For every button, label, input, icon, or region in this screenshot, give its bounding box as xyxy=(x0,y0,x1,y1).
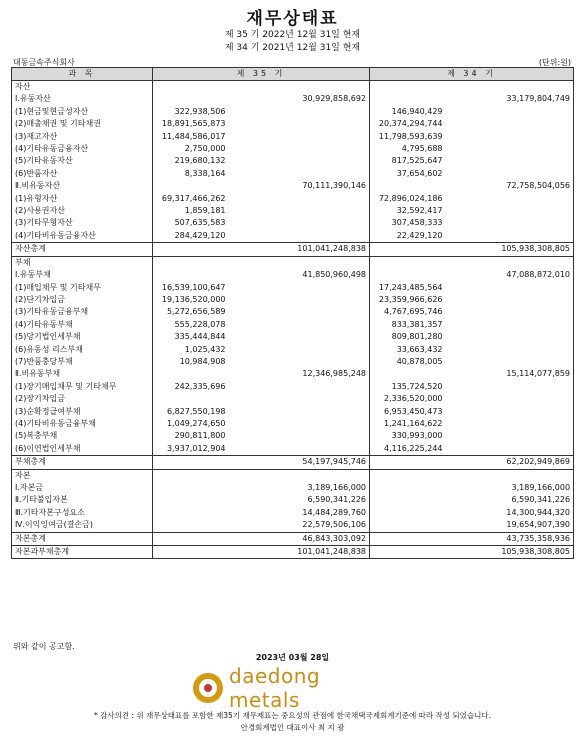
current-total-cell: 14,484,289,760 xyxy=(229,507,370,519)
prior-detail-cell: 37,654,602 xyxy=(396,168,443,178)
table-row xyxy=(12,155,574,167)
currency-unit: (단위:원) xyxy=(538,58,571,67)
table-row xyxy=(12,106,574,118)
prior-total-cell xyxy=(446,294,574,306)
table-row xyxy=(12,282,574,294)
prior-total-cell xyxy=(446,282,574,294)
logo-mark-icon xyxy=(193,673,223,703)
table-row xyxy=(12,344,574,356)
table-row xyxy=(12,81,574,94)
table-row xyxy=(12,93,574,105)
table-body xyxy=(12,81,574,559)
account-cell: Ⅱ.비유동부채 xyxy=(12,368,153,380)
header-current-period: 제 35 기 xyxy=(153,68,370,81)
current-detail-cell xyxy=(153,546,229,559)
table-row xyxy=(12,456,574,469)
prior-total-cell xyxy=(446,256,574,269)
table-row xyxy=(12,256,574,269)
auditor-signature: 안경회계법인 대표이사 최 지 광 xyxy=(240,723,345,732)
account-cell: 자산총계 xyxy=(12,243,153,256)
current-total-cell: 70,111,390,146 xyxy=(229,180,370,192)
prior-total-cell: 43,735,358,936 xyxy=(446,532,574,545)
current-detail-cell xyxy=(153,494,229,506)
prior-total-cell xyxy=(446,306,574,318)
account-cell: (5)당기법인세부채 xyxy=(12,331,153,343)
prior-detail-cell xyxy=(370,368,446,380)
table-row xyxy=(12,230,574,243)
prior-detail-cell xyxy=(370,494,446,506)
prior-detail-cell: 22,429,120 xyxy=(396,230,443,240)
current-detail-cell xyxy=(153,243,229,256)
prior-total-cell: 62,202,949,869 xyxy=(446,456,574,469)
prior-total-cell: 47,088,872,010 xyxy=(446,269,574,281)
current-detail-cell: 6,827,550,198 xyxy=(166,406,226,416)
prior-detail-cell xyxy=(370,456,446,469)
prior-total-cell xyxy=(446,106,574,118)
table-row xyxy=(12,319,574,331)
table-row xyxy=(12,430,574,442)
account-cell: Ⅰ.유동자산 xyxy=(12,93,153,105)
prior-total-cell xyxy=(446,81,574,94)
prior-total-cell xyxy=(446,443,574,456)
current-total-cell: 6,590,341,226 xyxy=(229,494,370,506)
prior-detail-cell: 330,993,000 xyxy=(391,431,443,441)
current-detail-cell xyxy=(153,469,229,482)
current-total-cell xyxy=(229,331,370,343)
current-detail-cell: 507,635,583 xyxy=(174,218,226,228)
current-detail-cell xyxy=(153,368,229,380)
current-detail-cell: 8,338,164 xyxy=(184,168,226,178)
current-detail-cell: 1,859,181 xyxy=(184,206,226,216)
current-total-cell xyxy=(229,406,370,418)
current-total-cell xyxy=(229,306,370,318)
current-detail-cell xyxy=(153,180,229,192)
prior-total-cell xyxy=(446,193,574,205)
prior-detail-cell: 146,940,429 xyxy=(391,106,443,116)
current-detail-cell: 5,272,656,589 xyxy=(166,307,226,317)
current-total-cell xyxy=(229,193,370,205)
table-row xyxy=(12,418,574,430)
current-detail-cell: 10,984,908 xyxy=(179,356,226,366)
account-cell: (2)매출채권 및 기타채권 xyxy=(12,118,153,130)
table-row xyxy=(12,507,574,519)
account-cell: (2)사용권자산 xyxy=(12,205,153,217)
prior-detail-cell: 4,767,695,746 xyxy=(383,307,443,317)
prior-detail-cell: 40,878,005 xyxy=(396,356,443,366)
header-prior-period: 제 34 기 xyxy=(370,68,574,81)
prior-detail-cell: 833,381,357 xyxy=(391,319,443,329)
current-detail-cell: 284,429,120 xyxy=(174,230,226,240)
current-total-cell xyxy=(229,469,370,482)
account-cell: 자산 xyxy=(12,81,153,94)
prior-detail-cell: 135,724,520 xyxy=(391,381,443,391)
prior-detail-cell: 32,592,417 xyxy=(396,206,443,216)
prior-total-cell xyxy=(446,319,574,331)
prior-detail-cell xyxy=(370,269,446,281)
table-row xyxy=(12,217,574,229)
current-detail-cell: 19,136,520,000 xyxy=(161,294,226,304)
account-cell: (3)기타유동금융부채 xyxy=(12,306,153,318)
prior-total-cell xyxy=(446,118,574,130)
current-detail-cell: 1,025,432 xyxy=(184,344,226,354)
prior-total-cell: 19,654,907,390 xyxy=(446,519,574,532)
current-total-cell xyxy=(229,230,370,243)
account-cell: Ⅰ.자본금 xyxy=(12,482,153,494)
prior-total-cell xyxy=(446,344,574,356)
prior-total-cell: 33,179,804,749 xyxy=(446,93,574,105)
current-total-cell xyxy=(229,143,370,155)
current-detail-cell xyxy=(153,507,229,519)
account-cell: (3)재고자산 xyxy=(12,131,153,143)
account-cell: 자본 xyxy=(12,469,153,482)
prior-detail-cell: 307,458,333 xyxy=(391,218,443,228)
account-cell: (6)이연법인세부채 xyxy=(12,443,153,456)
prior-detail-cell xyxy=(370,507,446,519)
current-detail-cell: 11,484,586,017 xyxy=(161,131,226,141)
current-total-cell xyxy=(229,282,370,294)
prior-total-cell xyxy=(446,406,574,418)
current-total-cell: 30,929,858,692 xyxy=(229,93,370,105)
account-cell: Ⅳ.이익잉여금(결손금) xyxy=(12,519,153,532)
audit-opinion: * 감사의견 : 위 재무상태표를 포함한 제35기 재무제표는 중요성의 관점에 한국채택국제회계기준에 따라 작성 되었습니다. xyxy=(94,711,491,720)
prior-detail-cell: 17,243,485,564 xyxy=(378,282,443,292)
current-total-cell: 3,189,166,000 xyxy=(229,482,370,494)
table-row xyxy=(12,356,574,368)
current-detail-cell: 1,049,274,650 xyxy=(166,418,226,428)
company-name: 대동금속주식회사 xyxy=(13,58,75,67)
table-header-row xyxy=(12,68,574,81)
prior-detail-cell: 11,798,593,639 xyxy=(378,131,443,141)
account-cell: (4)기타유동부채 xyxy=(12,319,153,331)
current-detail-cell xyxy=(153,519,229,532)
prior-total-cell xyxy=(446,430,574,442)
account-cell: (5)복충부채 xyxy=(12,430,153,442)
prior-detail-cell xyxy=(370,519,446,532)
prior-total-cell: 105,938,308,805 xyxy=(446,546,574,559)
document-title: 재무상태표 xyxy=(246,9,339,29)
account-cell: (6)반품자산 xyxy=(12,168,153,180)
current-detail-cell xyxy=(153,269,229,281)
current-detail-cell xyxy=(153,482,229,494)
account-cell: (6)유동성 리스부채 xyxy=(12,344,153,356)
current-total-cell xyxy=(229,393,370,405)
current-detail-cell: 69,317,466,262 xyxy=(161,193,226,203)
account-cell: (1)매입채무 및 기타채무 xyxy=(12,282,153,294)
account-cell: (4)기타비유동금융자산 xyxy=(12,230,153,243)
table-row xyxy=(12,532,574,545)
table-row xyxy=(12,368,574,380)
current-total-cell xyxy=(229,217,370,229)
table-row xyxy=(12,180,574,192)
account-cell: (5)기타유동자산 xyxy=(12,155,153,167)
prior-total-cell xyxy=(446,155,574,167)
current-total-cell xyxy=(229,418,370,430)
current-total-cell xyxy=(229,205,370,217)
current-total-cell: 41,850,960,498 xyxy=(229,269,370,281)
table-row xyxy=(12,519,574,532)
prior-detail-cell xyxy=(370,81,446,94)
prior-total-cell xyxy=(446,418,574,430)
table-row xyxy=(12,269,574,281)
account-cell: (1)장기매입채무 및 기타채무 xyxy=(12,381,153,393)
prior-detail-cell: 23,359,966,626 xyxy=(378,294,443,304)
table-row xyxy=(12,331,574,343)
prior-detail-cell xyxy=(370,469,446,482)
current-total-cell xyxy=(229,294,370,306)
period-current: 제 35 기 2022년 12월 31일 현재 xyxy=(224,30,361,40)
current-detail-cell: 18,891,565,873 xyxy=(161,119,226,129)
prior-total-cell: 105,938,308,805 xyxy=(446,243,574,256)
account-cell: (1)현금및현금성자산 xyxy=(12,106,153,118)
account-cell: 부채총계 xyxy=(12,456,153,469)
table-row xyxy=(12,143,574,155)
prior-total-cell: 6,590,341,226 xyxy=(446,494,574,506)
prior-detail-cell: 2,336,520,000 xyxy=(383,394,443,404)
prior-detail-cell xyxy=(370,180,446,192)
prior-total-cell xyxy=(446,217,574,229)
current-detail-cell: 322,938,506 xyxy=(174,106,226,116)
account-cell: Ⅱ.기타불입자본 xyxy=(12,494,153,506)
account-cell: Ⅱ.비유동자산 xyxy=(12,180,153,192)
current-detail-cell xyxy=(153,456,229,469)
current-detail-cell: 3,937,012,904 xyxy=(166,443,226,453)
prior-total-cell xyxy=(446,393,574,405)
logo-text: daedong metals xyxy=(229,664,321,712)
header-account: 과 목 xyxy=(12,68,153,81)
current-total-cell: 12,346,985,248 xyxy=(229,368,370,380)
current-total-cell xyxy=(229,443,370,456)
current-detail-cell: 290,811,800 xyxy=(174,431,226,441)
period-prior: 제 34 기 2021년 12월 31일 현재 xyxy=(224,43,361,53)
current-detail-cell xyxy=(153,93,229,105)
account-cell: (2)단기차입금 xyxy=(12,294,153,306)
table-row xyxy=(12,205,574,217)
announcement-date: 2023년 03월 28일 xyxy=(255,653,330,662)
current-detail-cell xyxy=(153,256,229,269)
table-row xyxy=(12,168,574,180)
current-total-cell xyxy=(229,155,370,167)
account-cell: Ⅲ.기타자본구성요소 xyxy=(12,507,153,519)
balance-sheet-table xyxy=(11,67,574,559)
account-cell: (2)장기차입금 xyxy=(12,393,153,405)
prior-total-cell xyxy=(446,469,574,482)
table-row xyxy=(12,193,574,205)
account-cell: 자본총계 xyxy=(12,532,153,545)
prior-total-cell: 3,189,166,000 xyxy=(446,482,574,494)
prior-total-cell xyxy=(446,356,574,368)
current-detail-cell: 242,335,696 xyxy=(174,381,226,391)
current-total-cell xyxy=(229,81,370,94)
account-cell: (4)기타유동금융자산 xyxy=(12,143,153,155)
table-row xyxy=(12,482,574,494)
prior-total-cell: 14,300,944,320 xyxy=(446,507,574,519)
current-total-cell xyxy=(229,430,370,442)
current-total-cell: 22,579,506,106 xyxy=(229,519,370,532)
prior-detail-cell: 33,663,432 xyxy=(396,344,443,354)
table-row xyxy=(12,131,574,143)
prior-total-cell xyxy=(446,131,574,143)
account-cell: (3)기타무형자산 xyxy=(12,217,153,229)
prior-detail-cell xyxy=(370,532,446,545)
prior-total-cell xyxy=(446,230,574,243)
current-total-cell xyxy=(229,319,370,331)
table-row xyxy=(12,406,574,418)
current-detail-cell: 16,539,100,647 xyxy=(161,282,226,292)
current-total-cell xyxy=(229,356,370,368)
table-row xyxy=(12,118,574,130)
current-detail-cell xyxy=(153,81,229,94)
current-total-cell xyxy=(229,344,370,356)
prior-total-cell xyxy=(446,168,574,180)
current-total-cell xyxy=(229,381,370,393)
current-total-cell: 101,041,248,838 xyxy=(229,546,370,559)
prior-detail-cell xyxy=(370,546,446,559)
table-row xyxy=(12,306,574,318)
account-cell: Ⅰ.유동부채 xyxy=(12,269,153,281)
current-total-cell: 101,041,248,838 xyxy=(229,243,370,256)
account-cell: (3)순확정급여부채 xyxy=(12,406,153,418)
prior-detail-cell: 6,953,450,473 xyxy=(383,406,443,416)
account-cell: (7)반품충당부채 xyxy=(12,356,153,368)
account-cell: 부채 xyxy=(12,256,153,269)
table-row xyxy=(12,443,574,456)
current-total-cell xyxy=(229,256,370,269)
prior-detail-cell: 1,241,164,622 xyxy=(383,418,443,428)
current-detail-cell: 335,444,844 xyxy=(174,332,226,342)
account-cell: (4)기타비유동금융부채 xyxy=(12,418,153,430)
prior-total-cell xyxy=(446,331,574,343)
prior-detail-cell: 20,374,294,744 xyxy=(378,119,443,129)
prior-total-cell xyxy=(446,381,574,393)
account-cell: 자본과부채총계 xyxy=(12,546,153,559)
current-detail-cell xyxy=(153,393,229,405)
current-total-cell xyxy=(229,118,370,130)
current-total-cell: 46,843,303,092 xyxy=(229,532,370,545)
current-detail-cell: 2,750,000 xyxy=(184,144,226,154)
current-total-cell xyxy=(229,131,370,143)
current-total-cell: 54,197,945,746 xyxy=(229,456,370,469)
prior-detail-cell: 4,795,688 xyxy=(401,144,443,154)
current-detail-cell: 555,228,078 xyxy=(174,319,226,329)
table-row xyxy=(12,381,574,393)
account-cell: (1)유형자산 xyxy=(12,193,153,205)
prior-detail-cell xyxy=(370,256,446,269)
prior-total-cell: 72,758,504,056 xyxy=(446,180,574,192)
current-detail-cell xyxy=(153,532,229,545)
prior-detail-cell xyxy=(370,482,446,494)
announcement-note: 위와 같이 공고함. xyxy=(13,642,75,651)
prior-detail-cell: 809,801,280 xyxy=(391,332,443,342)
table-row xyxy=(12,469,574,482)
table-row xyxy=(12,243,574,256)
table-row xyxy=(12,294,574,306)
prior-detail-cell xyxy=(370,93,446,105)
company-logo xyxy=(193,664,393,712)
prior-detail-cell: 72,896,024,186 xyxy=(378,193,443,203)
table-row xyxy=(12,393,574,405)
prior-detail-cell: 4,116,225,244 xyxy=(383,443,443,453)
current-total-cell xyxy=(229,106,370,118)
prior-detail-cell: 817,525,647 xyxy=(391,156,443,166)
current-detail-cell: 219,680,132 xyxy=(174,156,226,166)
table-row xyxy=(12,494,574,506)
table-row xyxy=(12,546,574,559)
prior-total-cell: 15,114,077,859 xyxy=(446,368,574,380)
prior-total-cell xyxy=(446,143,574,155)
current-total-cell xyxy=(229,168,370,180)
prior-detail-cell xyxy=(370,243,446,256)
prior-total-cell xyxy=(446,205,574,217)
